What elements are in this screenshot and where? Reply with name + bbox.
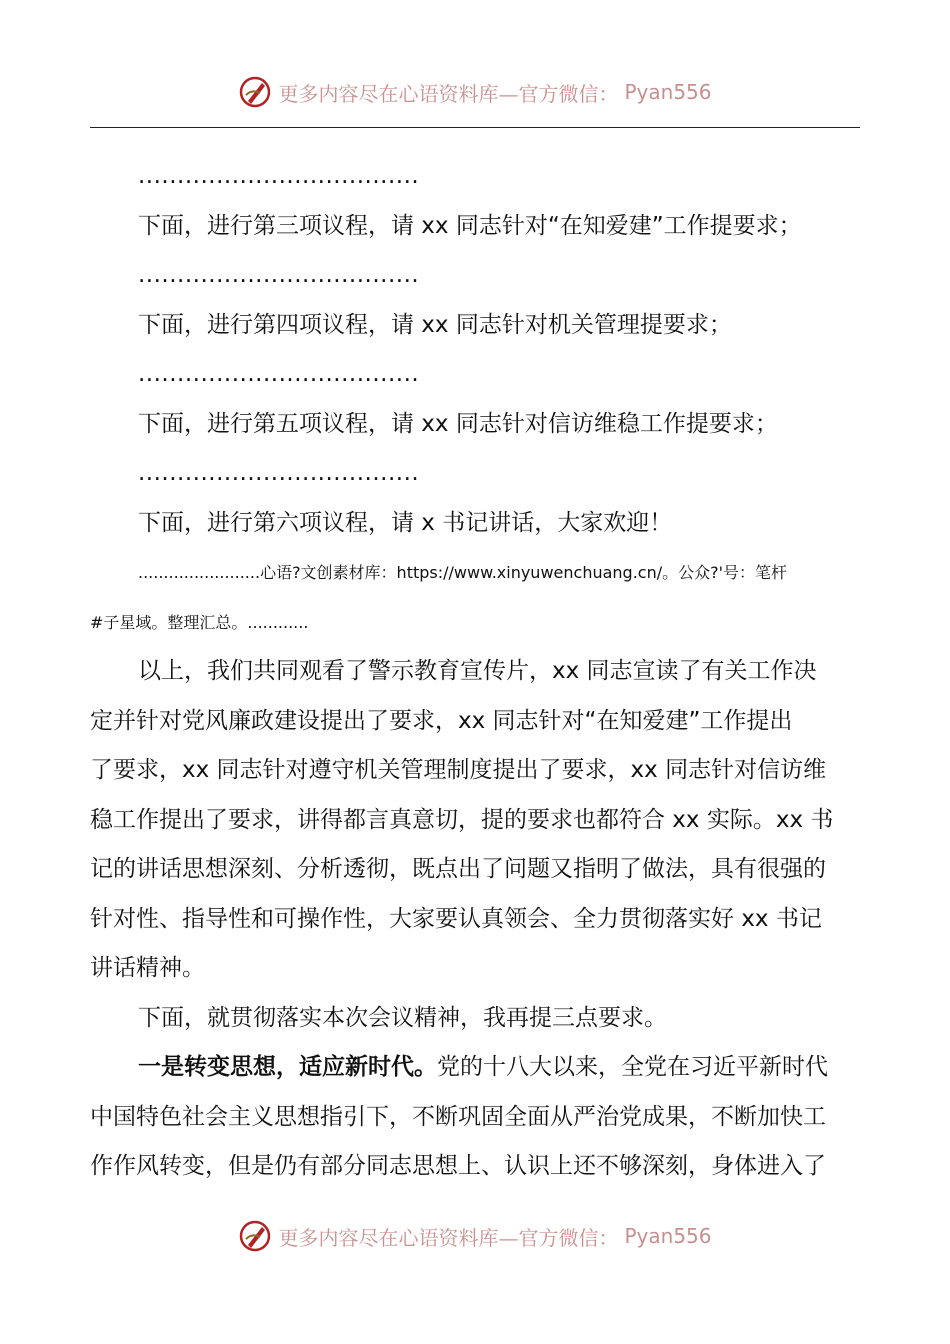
point-1-line	[90, 1043, 860, 1093]
point-1-line: 中国特色社会主义思想指引下，不断巩固全面从严治党成果，不断加快工	[90, 1103, 826, 1130]
ellipsis-line: ....................................	[138, 361, 420, 387]
pen-logo-icon	[238, 75, 272, 109]
summary-paragraph-line: 记的讲话思想深刻、分析透彻，既点出了问题又指明了做法，具有很强的	[90, 856, 826, 882]
point-1-text: 党的十八大以来，全党在习近平新时代	[437, 1054, 828, 1080]
summary-paragraph-line: 稳工作提出了要求，讲得都言真意切，提的要求也都符合 xx 实际。xx 书	[90, 806, 834, 833]
agenda-item-4: 下面，进行第四项议程，请 xx 同志针对机关管理提要求；	[138, 311, 732, 338]
document-body	[90, 152, 860, 1192]
source-notice-line: #子星域。整理汇总。............	[90, 612, 309, 632]
ellipsis-line: ....................................	[138, 262, 420, 288]
footer-banner	[0, 1216, 950, 1256]
point-1-line: 作作风转变，但是仍有部分同志思想上、认识上还不够深刻，身体进入了	[90, 1153, 826, 1179]
banner-account: Pyan556	[624, 80, 712, 104]
header-banner	[0, 72, 950, 112]
summary-paragraph-line: 了要求，xx 同志针对遵守机关管理制度提出了要求，xx 同志针对信访维	[90, 757, 827, 783]
agenda-item-6: 下面，进行第六项议程，请 x 书记讲话，大家欢迎！	[138, 509, 673, 536]
banner-account: Pyan556	[624, 1224, 712, 1248]
header-divider	[90, 127, 860, 128]
agenda-item-5: 下面，进行第五项议程，请 xx 同志针对信访维稳工作提要求；	[138, 410, 778, 437]
source-notice-line: ........................心语?文创素材库：https://www.xinyuwenchuang.cn/。公众?'号：笔杆	[138, 563, 788, 582]
summary-paragraph-line: 以上，我们共同观看了警示教育宣传片，xx 同志宣读了有关工作决	[138, 658, 817, 684]
ellipsis-line: ....................................	[138, 163, 420, 189]
summary-paragraph-line: 定并针对党风廉政建设提出了要求，xx 同志针对“在知爱建”工作提出	[90, 707, 793, 734]
pen-logo-icon	[238, 1219, 272, 1253]
summary-paragraph-line: 讲话精神。	[90, 955, 205, 981]
summary-paragraph-line: 针对性、指导性和可操作性，大家要认真领会、全力贯彻落实好 xx 书记	[90, 905, 822, 932]
agenda-item-3: 下面，进行第三项议程，请 xx 同志针对“在知爱建”工作提要求；	[138, 212, 802, 239]
ellipsis-line: ....................................	[138, 460, 420, 486]
requirements-intro: 下面，就贯彻落实本次会议精神，我再提三点要求。	[138, 1004, 667, 1031]
banner-text: 更多内容尽在心语资料库—官方微信：	[278, 1225, 619, 1250]
banner-text: 更多内容尽在心语资料库—官方微信：	[278, 81, 619, 106]
point-1-heading: 一是转变思想，适应新时代。	[138, 1054, 437, 1080]
